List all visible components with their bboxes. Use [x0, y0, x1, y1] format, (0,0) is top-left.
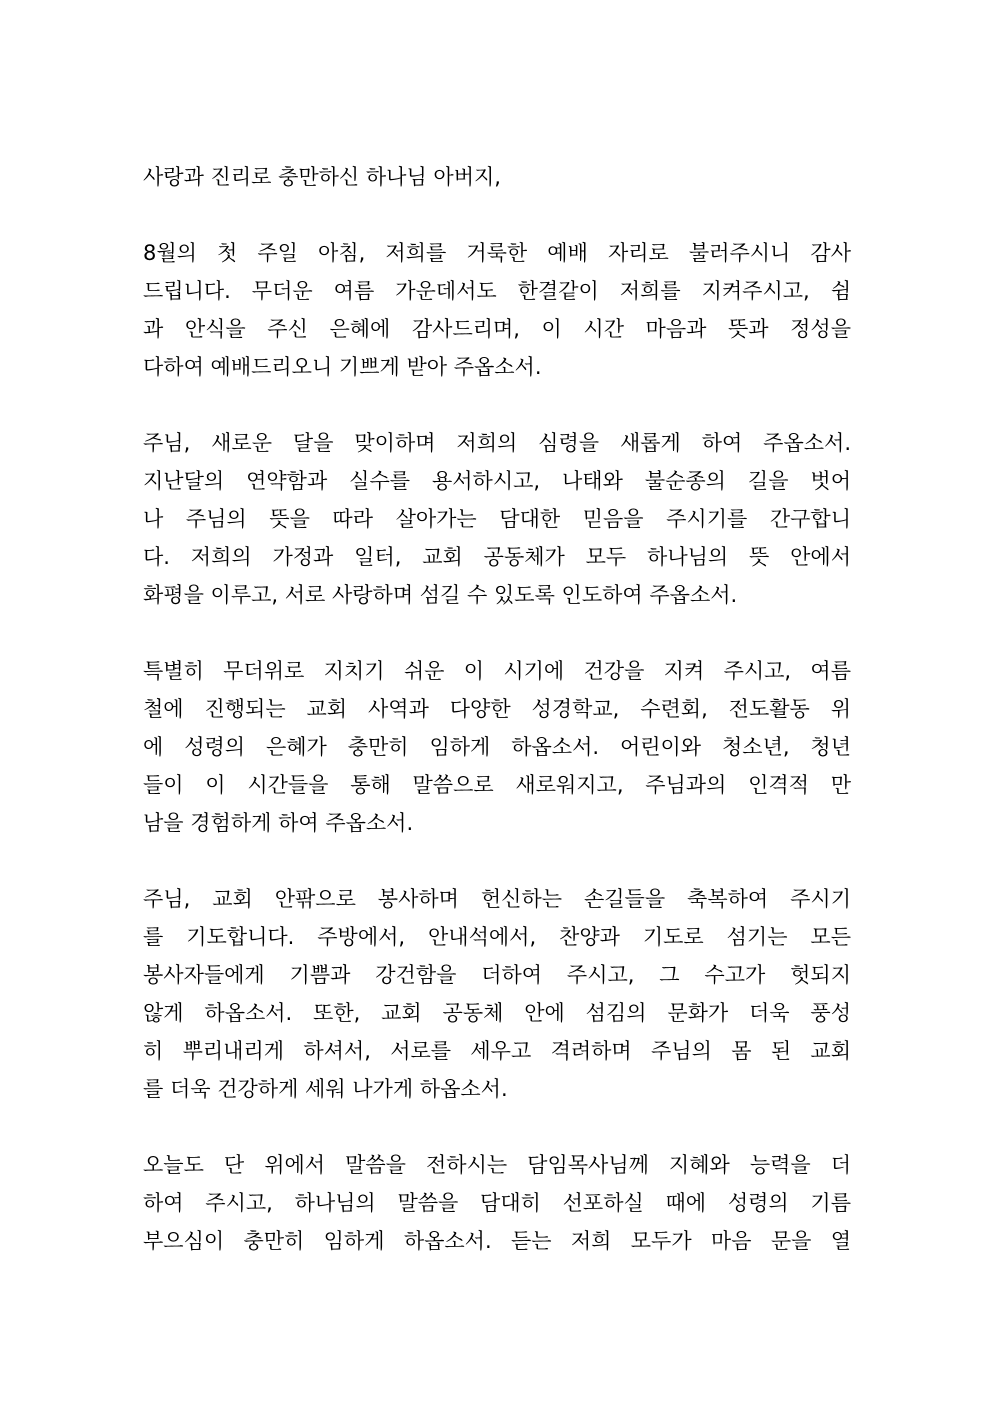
text-line: 하여 주시고, 하나님의 말씀을 담대히 선포하실 때에 성령의 기름	[143, 1191, 851, 1215]
text-line: 과 안식을 주신 은혜에 감사드리며, 이 시간 마음과 뜻과 정성을	[143, 317, 851, 341]
text-line: 특별히 무더위로 지치기 쉬운 이 시기에 건강을 지켜 주시고, 여름	[143, 659, 851, 683]
paragraph-renewal	[143, 424, 851, 614]
text-line: 남을 경험하게 하여 주옵소서.	[143, 811, 414, 835]
paragraph-volunteers	[143, 880, 851, 1108]
text-line: 않게 하옵소서. 또한, 교회 공동체 안에 섬김의 문화가 더욱 풍성	[143, 1001, 851, 1025]
text-line: 들이 이 시간들을 통해 말씀으로 새로워지고, 주님과의 인격적 만	[143, 773, 851, 797]
text-line: 화평을 이루고, 서로 사랑하며 섬길 수 있도록 인도하여 주옵소서.	[143, 583, 738, 607]
text-line: 지난달의 연약함과 실수를 용서하시고, 나태와 불순종의 길을 벗어	[143, 469, 851, 493]
text-line: 다. 저희의 가정과 일터, 교회 공동체가 모두 하나님의 뜻 안에서	[143, 545, 851, 569]
text-line: 다하여 예배드리오니 기쁘게 받아 주옵소서.	[143, 355, 542, 379]
text-line: 히 뿌리내리게 하셔서, 서로를 세우고 격려하며 주님의 몸 된 교회	[143, 1039, 851, 1063]
text-line: 봉사자들에게 기쁨과 강건함을 더하여 주시고, 그 수고가 헛되지	[143, 963, 851, 987]
text-line: 주님, 교회 안팎으로 봉사하며 헌신하는 손길들을 축복하여 주시기	[143, 887, 851, 911]
paragraph-thanksgiving	[143, 234, 851, 386]
text-line: 부으심이 충만히 임하게 하옵소서. 듣는 저희 모두가 마음 문을 열	[143, 1229, 851, 1253]
text-line: 를 기도합니다. 주방에서, 안내석에서, 찬양과 기도로 섬기는 모든	[143, 925, 851, 949]
text-line: 8월의 첫 주일 아침, 저희를 거룩한 예배 자리로 불러주시니 감사	[143, 241, 851, 265]
text-line: 철에 진행되는 교회 사역과 다양한 성경학교, 수련회, 전도활동 위	[143, 697, 851, 721]
text-line: 에 성령의 은혜가 충만히 임하게 하옵소서. 어린이와 청소년, 청년	[143, 735, 851, 759]
text-line: 오늘도 단 위에서 말씀을 전하시는 담임목사님께 지혜와 능력을 더	[143, 1153, 851, 1177]
paragraph-pastor	[143, 1146, 851, 1260]
text-line: 주님, 새로운 달을 맞이하며 저희의 심령을 새롭게 하여 주옵소서.	[143, 431, 851, 455]
text-line: 나 주님의 뜻을 따라 살아가는 담대한 믿음을 주시기를 간구합니	[143, 507, 851, 531]
paragraph-greeting	[143, 158, 851, 196]
text-line: 사랑과 진리로 충만하신 하나님 아버지,	[143, 165, 501, 189]
text-line: 드립니다. 무더운 여름 가운데서도 한결같이 저희를 지켜주시고, 쉼	[143, 279, 851, 303]
text-line: 를 더욱 건강하게 세워 나가게 하옵소서.	[143, 1077, 508, 1101]
paragraph-summer-ministry	[143, 652, 851, 842]
prayer-text	[143, 158, 851, 1298]
